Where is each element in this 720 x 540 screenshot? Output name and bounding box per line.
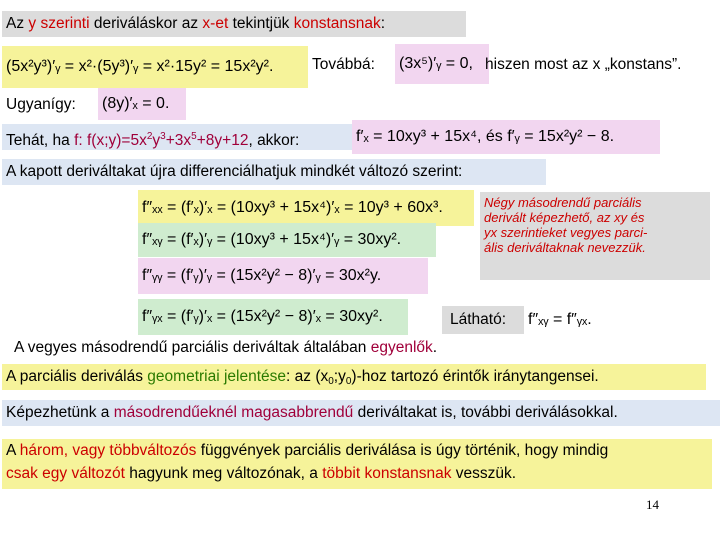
- text: tekintjük: [228, 15, 294, 32]
- text: A kapott deriváltakat újra differenciálhatjuk mindkét változó szerint:: [6, 163, 463, 180]
- text: .: [432, 339, 438, 356]
- label-lathato: Látható:: [442, 306, 524, 334]
- highlight-geometriai-jelentese: geometriai jelentése: [147, 368, 287, 385]
- equation-fyx: [138, 299, 408, 335]
- equation-text: f′ₓ = 10xy³ + 15x⁴, és f′ᵧ = 15x²y² − 8.: [356, 128, 615, 145]
- highlight-konstansnak: konstansnak: [293, 15, 381, 32]
- highlight-egy-valtozot: csak egy változót: [6, 465, 125, 482]
- exponent: 2: [146, 131, 153, 142]
- higher-order-line: [2, 400, 720, 426]
- highlight-harom: három, vagy többváltozós: [19, 442, 197, 459]
- text: :: [380, 15, 386, 32]
- text: +8y+12: [196, 132, 249, 150]
- highlight-magasabbrendu: másodrendűeknél magasabbrendű: [113, 404, 354, 421]
- text-hiszen: hiszen most az x „konstans”.: [485, 56, 682, 73]
- label-tovabba: Továbbá:: [312, 56, 375, 73]
- exponent: 5: [191, 131, 197, 142]
- subscript: 0: [345, 376, 352, 387]
- highlight-x-et: x-et: [202, 15, 229, 32]
- text: +3x: [165, 132, 192, 150]
- text: ;y: [333, 368, 346, 385]
- equation-first-derivatives: [352, 120, 660, 154]
- text: deriváltakat is, további deriválásokkal.: [353, 404, 618, 421]
- mixed-derivatives-note: Négy másodrendű parciális derivált képezhető, az xy és yx szerintieket vegyes parci- ális deriváltaknak nevezzük.: [480, 192, 710, 280]
- text: Képezhetünk a: [6, 404, 114, 421]
- subscript: 0: [328, 376, 334, 387]
- text: : az (x: [286, 368, 329, 385]
- equation-constant-zero: [395, 44, 489, 84]
- equation-text: (3x⁵)′ᵧ = 0,: [399, 55, 473, 72]
- equation-fxx: [138, 190, 474, 226]
- text: A: [6, 442, 20, 459]
- equation-text: (8y)′ₓ = 0.: [102, 95, 170, 112]
- highlight-egyenlok: egyenlők: [370, 339, 433, 356]
- intro-line: [2, 11, 466, 37]
- equation-text: f″ₓᵧ = f″ᵧₓ.: [528, 311, 592, 328]
- text: függvények parciális deriválása is úgy történik, hogy mindig: [196, 442, 609, 459]
- text: , akkor:: [248, 132, 300, 150]
- text: hagyunk meg változónak, a: [124, 465, 323, 482]
- function-formula: [74, 132, 248, 149]
- equation-mixed-equal: [524, 302, 632, 338]
- exponent: 3: [160, 131, 166, 142]
- equation-text: f″ᵧᵧ = (f′ᵧ)′ᵧ = (15x²y² − 8)′ᵧ = 30x²y.: [142, 267, 382, 284]
- label-ugyanigy: Ugyanígy:: [6, 96, 76, 113]
- text: vesszük.: [451, 465, 517, 482]
- equation-text: (5x²y³)′ᵧ = x²·(5y³)′ᵧ = x²·15y² = 15x²y².: [6, 58, 274, 75]
- equation-fyy: [138, 258, 428, 294]
- geometric-meaning-line: [2, 364, 706, 390]
- second-derivative-intro: [2, 159, 546, 185]
- page-number: 14: [646, 497, 659, 512]
- equation-8y: [98, 88, 186, 120]
- text: A parciális deriválás: [6, 368, 148, 385]
- highlight-y-szerinti: y szerinti: [28, 15, 90, 32]
- text: deriváláskor az: [89, 15, 203, 32]
- text: Tehát, ha: [6, 132, 75, 150]
- text: )-hoz tartozó érintők iránytangensei.: [351, 368, 599, 385]
- function-definition-line: [2, 124, 354, 150]
- highlight-konstansnak-2: konstansnak: [364, 465, 452, 482]
- text: f: f(x;y)=5x: [74, 132, 147, 150]
- highlight-tobbit: többit: [322, 465, 361, 482]
- paragraph-line-1: [6, 439, 712, 462]
- mixed-equal-statement: [14, 339, 437, 357]
- multivariable-paragraph: [2, 439, 712, 489]
- text: y: [152, 132, 161, 150]
- equation-text: f″ₓₓ = (f′ₓ)′ₓ = (10xy³ + 15x⁴)′ₓ = 10y³ + 60x³.: [142, 199, 443, 216]
- text: Az: [6, 15, 29, 32]
- text: A vegyes másodrendű parciális deriváltak általában: [14, 339, 371, 356]
- equation-fxy: [138, 223, 436, 257]
- equation-text: f″ₓᵧ = (f′ₓ)′ᵧ = (10xy³ + 15x⁴)′ᵧ = 30xy².: [142, 231, 402, 248]
- equation-text: f″ᵧₓ = (f′ᵧ)′ₓ = (15x²y² − 8)′ₓ = 30xy².: [142, 308, 383, 325]
- paragraph-line-2: [6, 462, 712, 485]
- equation-derivative-y: [2, 46, 308, 88]
